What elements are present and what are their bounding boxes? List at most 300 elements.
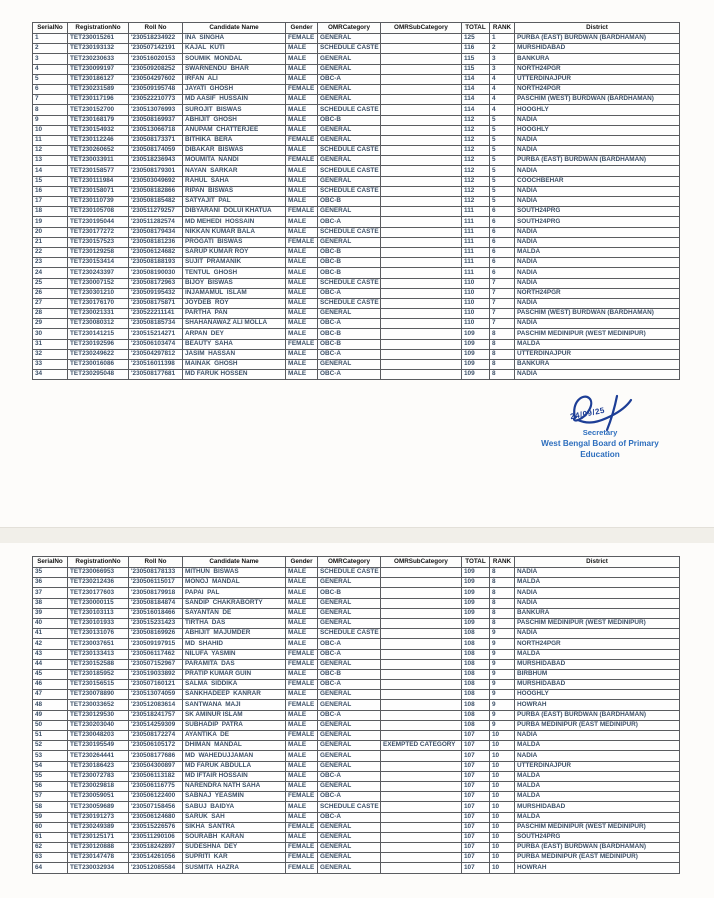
cell: MURSHIDABAD <box>515 802 680 812</box>
cell: MALE <box>286 629 318 639</box>
cell: FEMALE <box>286 853 318 863</box>
cell: 21 <box>33 237 68 247</box>
cell: TIRTHA DAS <box>183 618 286 628</box>
cell: NORTH24PGR <box>515 84 680 94</box>
cell <box>381 639 462 649</box>
cell: '230516020153 <box>129 54 183 64</box>
cell: TET230048203 <box>68 731 129 741</box>
cell <box>381 258 462 268</box>
cell: 2 <box>490 44 515 54</box>
table-row <box>33 639 680 649</box>
table-row <box>33 339 680 349</box>
cell: 3 <box>490 54 515 64</box>
cell: OBC-B <box>318 329 381 339</box>
cell: MALE <box>286 278 318 288</box>
cell: BANKURA <box>515 608 680 618</box>
cell: MALE <box>286 44 318 54</box>
cell: '230509197915 <box>129 639 183 649</box>
cell: MALE <box>286 832 318 842</box>
cell: DIBAKAR BISWAS <box>183 146 286 156</box>
cell: MALE <box>286 186 318 196</box>
cell: MALE <box>286 197 318 207</box>
table-row <box>33 166 680 176</box>
cell: '230512083614 <box>129 700 183 710</box>
cell: TET230120888 <box>68 843 129 853</box>
cell: '230511279257 <box>129 207 183 217</box>
cell: '230509195432 <box>129 288 183 298</box>
column-header: OMRSubCategory <box>381 23 462 34</box>
cell: '230519033892 <box>129 669 183 679</box>
cell: SUJIT PRAMANIK <box>183 258 286 268</box>
cell <box>381 288 462 298</box>
cell: FEMALE <box>286 843 318 853</box>
cell: 108 <box>462 659 490 669</box>
table-row <box>33 186 680 196</box>
cell: MALE <box>286 166 318 176</box>
cell: 107 <box>462 771 490 781</box>
cell: 10 <box>490 781 515 791</box>
table-row <box>33 319 680 329</box>
cell: 60 <box>33 822 68 832</box>
cell: GENERAL <box>318 207 381 217</box>
table-body-page2 <box>33 568 680 874</box>
cell: '230507158456 <box>129 802 183 812</box>
cell: 5 <box>490 186 515 196</box>
cell: PASCHIM (WEST) BURDWAN (BARDHAMAN) <box>515 309 680 319</box>
cell: 111 <box>462 258 490 268</box>
cell: TET230157523 <box>68 237 129 247</box>
cell: MALE <box>286 690 318 700</box>
cell: 125 <box>462 34 490 44</box>
table-row <box>33 197 680 207</box>
cell: GENERAL <box>318 822 381 832</box>
table-row <box>33 207 680 217</box>
cell: MALE <box>286 64 318 74</box>
cell: TET230203040 <box>68 720 129 730</box>
cell: FEMALE <box>286 649 318 659</box>
cell: 112 <box>462 166 490 176</box>
cell <box>381 360 462 370</box>
cell: 10 <box>490 731 515 741</box>
cell: 8 <box>490 568 515 578</box>
cell <box>381 197 462 207</box>
merit-list-table-page2 <box>32 556 680 874</box>
table-row <box>33 105 680 115</box>
cell: TET230260652 <box>68 146 129 156</box>
cell: '230508185482 <box>129 197 183 207</box>
cell: 10 <box>33 125 68 135</box>
cell <box>381 349 462 359</box>
cell: MALE <box>286 360 318 370</box>
cell: MALE <box>286 710 318 720</box>
cell: FEMALE <box>286 84 318 94</box>
cell <box>381 34 462 44</box>
cell: MALDA <box>515 578 680 588</box>
cell: SWARNENDU BHAR <box>183 64 286 74</box>
table-row <box>33 812 680 822</box>
cell: 8 <box>490 598 515 608</box>
cell: NADIA <box>515 298 680 308</box>
cell: 10 <box>490 741 515 751</box>
column-header: OMRCategory <box>318 557 381 568</box>
cell: MALE <box>286 319 318 329</box>
cell <box>381 690 462 700</box>
cell: 7 <box>490 298 515 308</box>
table-row <box>33 309 680 319</box>
cell: GENERAL <box>318 156 381 166</box>
table-row <box>33 751 680 761</box>
cell: '230506124682 <box>129 247 183 257</box>
cell: 10 <box>490 812 515 822</box>
cell: '230508178133 <box>129 568 183 578</box>
cell: TET230037651 <box>68 639 129 649</box>
cell: GENERAL <box>318 843 381 853</box>
cell: '230511282574 <box>129 217 183 227</box>
cell: ANUPAM CHATTERJEE <box>183 125 286 135</box>
cell: SCHEDULE CASTE <box>318 44 381 54</box>
cell: SABNAJ YEASMIN <box>183 792 286 802</box>
cell: 112 <box>462 197 490 207</box>
cell: DHIMAN MANDAL <box>183 741 286 751</box>
cell: GENERAL <box>318 853 381 863</box>
table-row <box>33 700 680 710</box>
cell: MALE <box>286 741 318 751</box>
cell: MITHUN BISWAS <box>183 568 286 578</box>
cell: SCHEDULE CASTE <box>318 629 381 639</box>
cell: NADIA <box>515 268 680 278</box>
cell <box>381 598 462 608</box>
cell: 8 <box>490 588 515 598</box>
cell: TET230185952 <box>68 669 129 679</box>
table-row <box>33 649 680 659</box>
cell: MALE <box>286 751 318 761</box>
cell: OBC-A <box>318 349 381 359</box>
cell: OBC-A <box>318 710 381 720</box>
cell: 5 <box>490 135 515 145</box>
cell <box>381 319 462 329</box>
cell: 6 <box>490 258 515 268</box>
cell: MALE <box>286 370 318 380</box>
cell: '230512085584 <box>129 863 183 873</box>
cell: IRFAN ALI <box>183 74 286 84</box>
cell: FEMALE <box>286 731 318 741</box>
table-row <box>33 95 680 105</box>
cell: NADIA <box>515 258 680 268</box>
cell: OBC-B <box>318 197 381 207</box>
cell: TET230158071 <box>68 186 129 196</box>
cell: TET230177272 <box>68 227 129 237</box>
cell: 107 <box>462 853 490 863</box>
cell: '230509195748 <box>129 84 183 94</box>
cell: BITHIKA BERA <box>183 135 286 145</box>
cell: 9 <box>490 720 515 730</box>
cell <box>381 618 462 628</box>
table-row <box>33 792 680 802</box>
cell <box>381 115 462 125</box>
table-row <box>33 669 680 679</box>
cell <box>381 710 462 720</box>
cell: PARTHA PAN <box>183 309 286 319</box>
table-row <box>33 217 680 227</box>
cell: 107 <box>462 792 490 802</box>
cell: MALE <box>286 288 318 298</box>
table-row <box>33 741 680 751</box>
cell: 9 <box>33 115 68 125</box>
cell: TET230029818 <box>68 781 129 791</box>
cell: 32 <box>33 349 68 359</box>
cell: OBC-A <box>318 792 381 802</box>
cell: '230513076993 <box>129 105 183 115</box>
table-row <box>33 680 680 690</box>
cell: 52 <box>33 741 68 751</box>
cell: TET230129258 <box>68 247 129 257</box>
cell: FEMALE <box>286 792 318 802</box>
table-row <box>33 135 680 145</box>
cell: '230507152967 <box>129 659 183 669</box>
cell: 9 <box>490 629 515 639</box>
cell: GENERAL <box>318 34 381 44</box>
cell: 4 <box>33 64 68 74</box>
cell: TET230033911 <box>68 156 129 166</box>
cell: '230508179918 <box>129 588 183 598</box>
cell: 12 <box>33 146 68 156</box>
cell: 111 <box>462 217 490 227</box>
cell: 114 <box>462 74 490 84</box>
cell: '230504300897 <box>129 761 183 771</box>
cell: 111 <box>462 237 490 247</box>
cell: TET230000115 <box>68 598 129 608</box>
cell: 108 <box>462 680 490 690</box>
cell: BEAUTY SAHA <box>183 339 286 349</box>
cell: HOOGHLY <box>515 105 680 115</box>
cell: '230506117462 <box>129 649 183 659</box>
cell: SATYAJIT PAL <box>183 197 286 207</box>
cell: 13 <box>33 156 68 166</box>
column-header: District <box>515 557 680 568</box>
cell <box>381 832 462 842</box>
cell: TENTUL GHOSH <box>183 268 286 278</box>
cell: TET230078890 <box>68 690 129 700</box>
cell: 8 <box>490 618 515 628</box>
cell: '230518242897 <box>129 843 183 853</box>
cell: UTTERDINAJPUR <box>515 74 680 84</box>
table-row <box>33 822 680 832</box>
cell: MD WAHEDUJJAMAN <box>183 751 286 761</box>
table-row <box>33 863 680 873</box>
cell: 4 <box>490 74 515 84</box>
cell: INA SINGHA <box>183 34 286 44</box>
cell: 107 <box>462 843 490 853</box>
cell <box>381 629 462 639</box>
cell: 6 <box>490 227 515 237</box>
cell: MALDA <box>515 247 680 257</box>
cell: '230516018466 <box>129 608 183 618</box>
cell: 7 <box>490 319 515 329</box>
cell: 109 <box>462 618 490 628</box>
cell: 108 <box>462 690 490 700</box>
cell: GENERAL <box>318 731 381 741</box>
cell: MALDA <box>515 649 680 659</box>
cell: 5 <box>490 166 515 176</box>
cell: MD IFTAIR HOSSAIN <box>183 771 286 781</box>
cell: MALE <box>286 618 318 628</box>
cell: ARPAN DEY <box>183 329 286 339</box>
cell: 109 <box>462 360 490 370</box>
table-row <box>33 115 680 125</box>
cell: 4 <box>490 105 515 115</box>
cell: 9 <box>490 690 515 700</box>
cell: 44 <box>33 659 68 669</box>
cell: NADIA <box>515 227 680 237</box>
cell: 111 <box>462 247 490 257</box>
column-header: SerialNo <box>33 557 68 568</box>
cell: TET230080312 <box>68 319 129 329</box>
cell: 8 <box>490 578 515 588</box>
cell: 10 <box>490 843 515 853</box>
cell: MALE <box>286 349 318 359</box>
cell: 24 <box>33 268 68 278</box>
cell: NADIA <box>515 197 680 207</box>
table-row <box>33 568 680 578</box>
cell: 108 <box>462 649 490 659</box>
cell <box>381 44 462 54</box>
cell: 27 <box>33 298 68 308</box>
cell: TET230249389 <box>68 822 129 832</box>
cell: GENERAL <box>318 781 381 791</box>
cell <box>381 863 462 873</box>
cell: '230508172963 <box>129 278 183 288</box>
cell: NADIA <box>515 751 680 761</box>
cell: BANKURA <box>515 54 680 64</box>
cell: 10 <box>490 761 515 771</box>
cell: GENERAL <box>318 237 381 247</box>
cell <box>381 802 462 812</box>
cell: '230506116775 <box>129 781 183 791</box>
signatory-org-line2: Education <box>580 450 620 459</box>
table-row <box>33 349 680 359</box>
cell: 58 <box>33 802 68 812</box>
cell <box>381 608 462 618</box>
cell: PAPAI PAL <box>183 588 286 598</box>
cell: SANDIP CHAKRABORTY <box>183 598 286 608</box>
cell: 5 <box>490 125 515 135</box>
cell: SIKHA SANTRA <box>183 822 286 832</box>
cell: 26 <box>33 288 68 298</box>
cell: '230506115017 <box>129 578 183 588</box>
cell: 7 <box>490 278 515 288</box>
cell: 6 <box>490 207 515 217</box>
cell: '230503049692 <box>129 176 183 186</box>
cell: GENERAL <box>318 863 381 873</box>
cell: FEMALE <box>286 135 318 145</box>
cell: OBC-A <box>318 639 381 649</box>
cell: PRATIP KUMAR GUIN <box>183 669 286 679</box>
cell: TET230264441 <box>68 751 129 761</box>
cell: '230507160121 <box>129 680 183 690</box>
cell: 110 <box>462 298 490 308</box>
cell: EXEMPTED CATEGORY <box>381 741 462 751</box>
column-header: TOTAL <box>462 23 490 34</box>
cell: MALE <box>286 105 318 115</box>
cell: TET230033652 <box>68 700 129 710</box>
table-row <box>33 247 680 257</box>
cell: '230515226576 <box>129 822 183 832</box>
cell: PARAMITA DAS <box>183 659 286 669</box>
cell: 107 <box>462 731 490 741</box>
table-row <box>33 608 680 618</box>
cell: GENERAL <box>318 360 381 370</box>
cell: MALE <box>286 639 318 649</box>
column-header: Candidate Name <box>183 557 286 568</box>
cell: PURBA (EAST) BURDWAN (BARDHAMAN) <box>515 710 680 720</box>
cell: 6 <box>490 268 515 278</box>
cell: 107 <box>462 832 490 842</box>
cell <box>381 669 462 679</box>
column-header: RANK <box>490 23 515 34</box>
cell <box>381 792 462 802</box>
table-row <box>33 781 680 791</box>
cell: 108 <box>462 669 490 679</box>
table-row <box>33 237 680 247</box>
cell: SCHEDULE CASTE <box>318 278 381 288</box>
cell <box>381 751 462 761</box>
cell: 108 <box>462 639 490 649</box>
cell: 8 <box>490 608 515 618</box>
cell: MALE <box>286 309 318 319</box>
cell: 9 <box>490 680 515 690</box>
cell: PURBA MEDINIPUR (EAST MEDINIPUR) <box>515 720 680 730</box>
cell: GENERAL <box>318 95 381 105</box>
cell <box>381 217 462 227</box>
cell: '230508182866 <box>129 186 183 196</box>
cell: 108 <box>462 720 490 730</box>
cell: MALE <box>286 146 318 156</box>
cell: 55 <box>33 771 68 781</box>
cell: OBC-B <box>318 258 381 268</box>
cell: GENERAL <box>318 54 381 64</box>
cell: FEMALE <box>286 156 318 166</box>
cell: 107 <box>462 761 490 771</box>
cell: '230504297812 <box>129 349 183 359</box>
cell: 1 <box>490 34 515 44</box>
cell: 9 <box>490 649 515 659</box>
cell: 3 <box>33 54 68 64</box>
cell: OBC-A <box>318 288 381 298</box>
cell <box>381 659 462 669</box>
cell: MURSHIDABAD <box>515 659 680 669</box>
cell: OBC-B <box>318 247 381 257</box>
cell: SCHEDULE CASTE <box>318 298 381 308</box>
cell: SAYANTAN DE <box>183 608 286 618</box>
cell: GENERAL <box>318 751 381 761</box>
cell <box>381 268 462 278</box>
column-header: Roll No <box>129 23 183 34</box>
table-row <box>33 34 680 44</box>
cell: TET230192596 <box>68 339 129 349</box>
cell: COOCHBEHAR <box>515 176 680 186</box>
cell: NORTH24PGR <box>515 288 680 298</box>
table-row <box>33 690 680 700</box>
cell: GENERAL <box>318 700 381 710</box>
cell: 4 <box>490 95 515 105</box>
cell: '230518234922 <box>129 34 183 44</box>
cell: NADIA <box>515 146 680 156</box>
cell: 5 <box>33 74 68 84</box>
cell: '230508174059 <box>129 146 183 156</box>
cell: MALE <box>286 54 318 64</box>
table-row <box>33 720 680 730</box>
cell: MALE <box>286 258 318 268</box>
